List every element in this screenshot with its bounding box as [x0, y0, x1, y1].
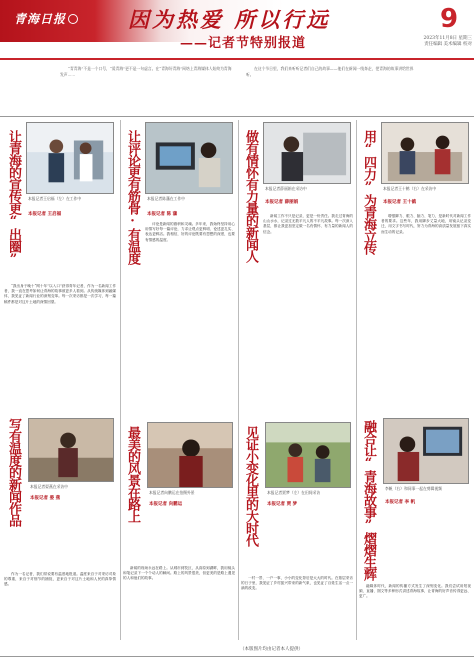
body-paragraph: 新闻的现场永远在路上。从城市到牧区，从高原到湖畔，我用镜头和笔记录下一个个动人的瞬间。路上的风景很美，但更美的是路上遇见的人和他们的故事。 [123, 566, 235, 581]
article-byline: 本报记者 王十鹤 [383, 200, 417, 205]
article-body [123, 566, 235, 638]
article-title: 用“四力”为青海立传 [361, 130, 376, 254]
page-headline: 因为热爱 所以行远 [128, 7, 331, 32]
article-title: 让评论更有筋骨·有温度 [125, 130, 140, 264]
newspaper-logo [14, 10, 72, 28]
article-photo [263, 122, 351, 184]
photo-caption: 本报记者贾梦（左）在田间采访 [267, 490, 321, 495]
photo-caption: 本报记者王启福（左）在工作中 [28, 196, 82, 201]
article-photo [28, 418, 114, 482]
article-body [145, 222, 235, 408]
article-title: 做有情怀有力量的新闻人 [243, 130, 258, 262]
edition-info [396, 36, 472, 58]
photo-caption: 本报记者向鹏运在拍摄外景 [149, 490, 195, 495]
photo-caption: 李帆（右）和同事一起在剪辑视频 [385, 486, 442, 491]
body-paragraph: 一村一景、一户一事，小小的变化背后是大大的时代。在基层采访的日子里，我见证了乡村振兴带来的新气象，也见证了百姓生活一点一滴的改变。 [241, 576, 353, 591]
article-photo [145, 122, 233, 194]
photo-caption: 本报记者薛丽娟在采访中 [265, 186, 307, 191]
article-title: 最美的风景在路上 [125, 426, 140, 522]
column-2 [120, 120, 236, 640]
article-byline: 本报记者 贾 梦 [267, 502, 298, 507]
body-paragraph: “我出身于晚十“网十年”以入口”获得青年记者，作为一名新闻工作者，我一直在思考如何让青海的故事被更多人看到。从传统媒体到融媒体，我见证了新闻行业的深刻变革。每一次采访都是一次学习，每一篇稿件都是对这片土地的深情回望。 [4, 284, 116, 304]
logo-text: 青海日报 [14, 12, 67, 26]
article-4 [357, 120, 473, 410]
column-4 [356, 120, 472, 640]
page-number: 9 [439, 4, 459, 34]
photo-caption: 本报记者陈藩在工作中 [147, 196, 185, 201]
body-paragraph: 评论是新闻的旗帜和灵魂。多年来，我始终坚持用心用情写好每一篇评论，力求让观点更鲜明、论述更扎实、表达更鲜活。我相信，好的评论既要有思想的深度，也要有情感的温度。 [145, 222, 235, 242]
intro-paragraph [60, 66, 420, 108]
article-photo [383, 418, 469, 484]
body-paragraph: 增强脚力、眼力、脑力、笔力，是新时代对新闻工作者的要求。这些年，我用脚步丈量大地，用镜头记录变迁，用文字书写时代，努力为青海的高质量发展留下真实而生动的记录。 [381, 214, 471, 234]
column-1 [2, 120, 118, 640]
intro-text-2: 在这个节日里，我们来听听记者们自己的故事——他们在新闻一线奔走，把青海的故事讲给世界听。 [246, 66, 414, 77]
photo-caption: 本报记者王十鹤（右）在采访中 [383, 186, 437, 191]
article-body [4, 284, 116, 406]
column-3 [238, 120, 354, 640]
article-byline: 本报记者 王启福 [28, 212, 62, 217]
body-paragraph: 融媒体时代，新闻的传播方式发生了深刻变化。我们尝试用短视频、直播、图文等多种形式讲述青海故事，让青海的好声音传得更远、更广。 [359, 584, 471, 599]
intro-text-1: “青青海”不是一个口号，“爱青海”更不是一句虚言。在“青海好青海”网络上青海媒体人始终为青海发声…… [60, 66, 232, 77]
article-body [359, 584, 471, 638]
masthead-rule [0, 58, 474, 60]
body-paragraph: 新闻工作不只是记录，更是一份责任。我走过青海的山山水水，记录过无数平凡人的不平凡故事。每一次深入基层，都让我更加坚定做一名有情怀、有力量的新闻人的信念。 [263, 214, 353, 234]
article-byline: 本报记者 李 帆 [385, 500, 416, 505]
article-photo [147, 422, 233, 488]
article-body [263, 214, 353, 408]
intro-rule [0, 116, 474, 117]
article-1 [2, 120, 118, 410]
edition-editors: 责任编辑 美术编辑 校对 [424, 42, 472, 47]
article-body [241, 576, 353, 638]
article-title: 见证小变化里的大时代 [243, 426, 258, 546]
article-6 [121, 416, 237, 640]
article-title: 融合让“青海故事”熠熠生辉 [361, 420, 376, 580]
photo-credit-note: （本版图片均由记者本人提供） [240, 647, 303, 652]
article-3 [239, 120, 355, 410]
article-8 [357, 416, 473, 640]
body-paragraph: 作为一名记者，我们常说要有温度地报道。温度来自于对采访对象的尊重，来自于对细节的捕捉，更来自于对这片土地和人民的真挚情感。 [4, 572, 116, 587]
article-title: 写有温度的新闻作品 [6, 418, 21, 526]
article-5 [2, 416, 118, 640]
photo-caption: 本报记者晏燕在采访中 [30, 484, 68, 489]
seal-icon [68, 14, 78, 24]
article-byline: 本报记者 晏 燕 [30, 496, 61, 501]
article-byline: 本报记者 薛丽娟 [265, 200, 299, 205]
article-7 [239, 416, 355, 640]
edition-date: 2023年11月8日 星期三 [423, 36, 472, 41]
article-photo [265, 422, 351, 488]
article-title: 让青海的宣传更“出圈” [6, 130, 21, 266]
article-body [381, 214, 471, 408]
article-photo [381, 122, 469, 184]
article-byline: 本报记者 向鹏运 [149, 502, 183, 507]
article-byline: 本报记者 陈 藩 [147, 212, 178, 217]
article-photo [26, 122, 114, 194]
article-2 [121, 120, 237, 410]
article-body [4, 572, 116, 638]
page-subhead: ——记者节特别报道 [180, 36, 307, 51]
bottom-rule [0, 656, 474, 657]
